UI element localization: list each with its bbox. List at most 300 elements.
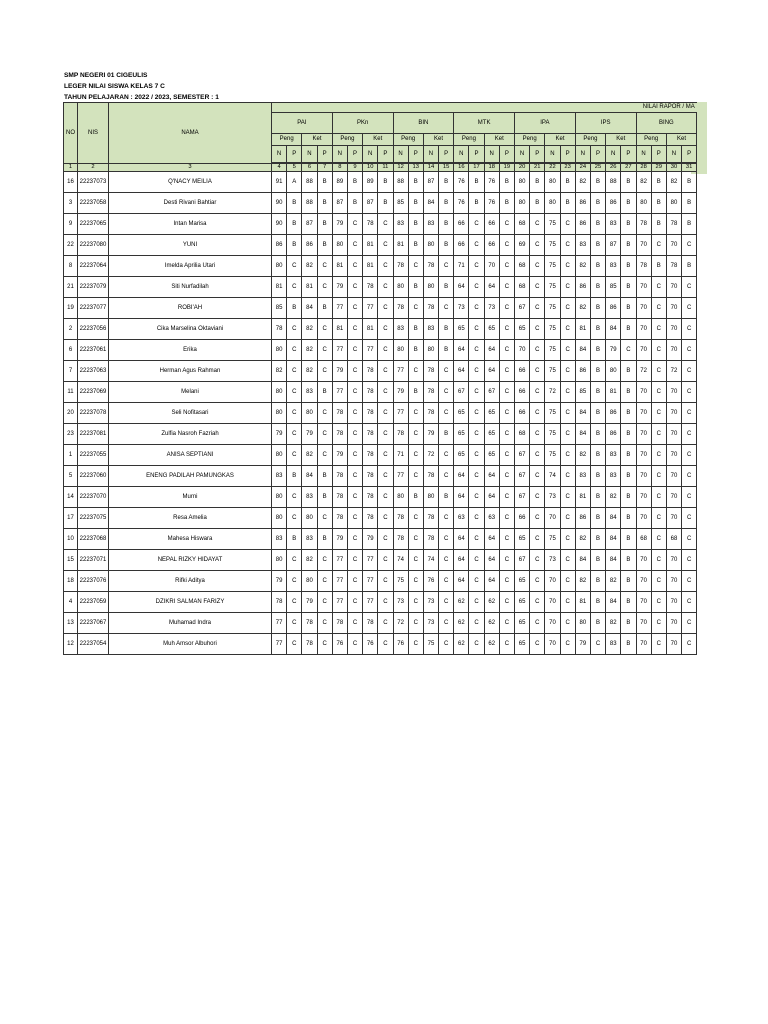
- cell-grade: B: [469, 193, 484, 214]
- sub-header-np: P: [317, 146, 332, 163]
- cell-grade: C: [439, 613, 454, 634]
- cell-grade: C: [682, 403, 697, 424]
- sub-header-np: P: [621, 146, 636, 163]
- cell-grade: 77: [332, 382, 347, 403]
- cell-grade: C: [469, 466, 484, 487]
- cell-grade: B: [499, 193, 514, 214]
- cell-grade: C: [287, 571, 302, 592]
- cell-grade: 80: [606, 361, 621, 382]
- cell-grade: B: [651, 172, 666, 193]
- sub-header-np: P: [378, 146, 393, 163]
- cell-grade: C: [317, 256, 332, 277]
- cell-grade: 78: [272, 319, 287, 340]
- cell-grade: B: [499, 172, 514, 193]
- cell-grade: C: [560, 529, 575, 550]
- cell-grade: 78: [393, 529, 408, 550]
- cell-grade: C: [530, 529, 545, 550]
- cell-nama: NEPAL RIZKY HIDAYAT: [109, 550, 272, 571]
- cell-grade: 78: [332, 487, 347, 508]
- cell-grade: C: [560, 571, 575, 592]
- sub-header-np: N: [484, 146, 499, 163]
- cell-grade: B: [621, 445, 636, 466]
- cell-grade: 82: [302, 256, 317, 277]
- cell-grade: C: [378, 529, 393, 550]
- cell-grade: 70: [636, 424, 651, 445]
- cell-grade: C: [651, 403, 666, 424]
- cell-grade: 78: [393, 298, 408, 319]
- cell-grade: 87: [363, 193, 378, 214]
- cell-grade: 65: [484, 424, 499, 445]
- cell-grade: 91: [272, 172, 287, 193]
- cell-grade: B: [317, 487, 332, 508]
- cell-grade: C: [560, 550, 575, 571]
- cell-grade: 78: [363, 466, 378, 487]
- cell-grade: C: [682, 634, 697, 655]
- cell-grade: C: [439, 256, 454, 277]
- column-index: 25: [590, 164, 605, 172]
- cell-grade: 64: [454, 361, 469, 382]
- cell-grade: 65: [484, 319, 499, 340]
- cell-grade: 70: [636, 487, 651, 508]
- table-row: [64, 445, 697, 466]
- cell-grade: B: [621, 550, 636, 571]
- cell-grade: C: [347, 487, 362, 508]
- cell-nama: ENENG PADILAH PAMUNGKAS: [109, 466, 272, 487]
- cell-grade: C: [317, 361, 332, 382]
- cell-grade: B: [590, 340, 605, 361]
- cell-grade: C: [439, 466, 454, 487]
- cell-nama: Intan Marisa: [109, 214, 272, 235]
- cell-grade: B: [378, 172, 393, 193]
- cell-grade: C: [682, 466, 697, 487]
- cell-nama: YUNI: [109, 235, 272, 256]
- cell-grade: C: [530, 445, 545, 466]
- cell-grade: 88: [606, 172, 621, 193]
- sub-header-peng: Peng: [332, 134, 362, 146]
- cell-grade: 84: [302, 466, 317, 487]
- cell-grade: 70: [666, 277, 681, 298]
- cell-grade: B: [621, 487, 636, 508]
- cell-grade: 86: [606, 403, 621, 424]
- cell-grade: C: [347, 256, 362, 277]
- cell-no: 16: [64, 172, 78, 193]
- leger-title: LEGER NILAI SISWA KELAS 7 C: [64, 83, 165, 90]
- cell-grade: C: [317, 277, 332, 298]
- cell-grade: C: [499, 424, 514, 445]
- cell-no: 6: [64, 340, 78, 361]
- cell-grade: B: [590, 592, 605, 613]
- cell-grade: B: [590, 193, 605, 214]
- cell-grade: 62: [454, 613, 469, 634]
- cell-grade: 78: [363, 277, 378, 298]
- column-index: 26: [606, 164, 621, 172]
- cell-grade: 80: [393, 277, 408, 298]
- sub-header-peng: Peng: [272, 134, 302, 146]
- cell-grade: 83: [393, 214, 408, 235]
- cell-grade: C: [287, 277, 302, 298]
- cell-grade: B: [408, 235, 423, 256]
- table-row: [64, 592, 697, 613]
- cell-grade: 84: [575, 424, 590, 445]
- cell-nama: Desti Rivani Bahtiar: [109, 193, 272, 214]
- cell-grade: 72: [666, 361, 681, 382]
- cell-grade: 78: [423, 382, 438, 403]
- sub-header-np: N: [272, 146, 287, 163]
- cell-grade: 70: [484, 256, 499, 277]
- cell-grade: C: [651, 361, 666, 382]
- table-row: [64, 529, 697, 550]
- cell-grade: 65: [515, 529, 530, 550]
- cell-nis: 22237061: [78, 340, 109, 361]
- sub-header-ket: Ket: [606, 134, 636, 146]
- cell-grade: 70: [636, 634, 651, 655]
- cell-grade: C: [347, 613, 362, 634]
- cell-grade: 78: [636, 256, 651, 277]
- cell-grade: C: [347, 382, 362, 403]
- sub-header-np: N: [636, 146, 651, 163]
- cell-grade: C: [347, 529, 362, 550]
- cell-grade: C: [560, 466, 575, 487]
- table-row: [64, 319, 697, 340]
- cell-grade: C: [317, 592, 332, 613]
- cell-grade: C: [560, 592, 575, 613]
- column-index: 18: [484, 164, 499, 172]
- cell-grade: C: [408, 424, 423, 445]
- cell-grade: C: [530, 319, 545, 340]
- cell-grade: 70: [636, 340, 651, 361]
- cell-nis: 22237056: [78, 319, 109, 340]
- cell-grade: C: [499, 592, 514, 613]
- cell-grade: 82: [666, 172, 681, 193]
- cell-grade: C: [347, 445, 362, 466]
- cell-grade: 79: [332, 361, 347, 382]
- cell-grade: 86: [575, 277, 590, 298]
- cell-grade: 86: [575, 508, 590, 529]
- cell-grade: 86: [575, 214, 590, 235]
- cell-grade: C: [287, 319, 302, 340]
- cell-grade: C: [530, 592, 545, 613]
- cell-grade: C: [347, 508, 362, 529]
- sub-header-np: P: [560, 146, 575, 163]
- cell-grade: 64: [454, 487, 469, 508]
- sub-header-np: P: [347, 146, 362, 163]
- cell-grade: 75: [545, 214, 560, 235]
- cell-grade: 83: [272, 529, 287, 550]
- cell-grade: C: [378, 361, 393, 382]
- cell-grade: 82: [575, 445, 590, 466]
- cell-grade: 67: [515, 550, 530, 571]
- cell-grade: C: [651, 634, 666, 655]
- cell-grade: 70: [666, 508, 681, 529]
- cell-grade: 64: [454, 529, 469, 550]
- cell-grade: C: [530, 361, 545, 382]
- cell-grade: 82: [606, 571, 621, 592]
- cell-grade: C: [499, 508, 514, 529]
- sub-header-np: N: [423, 146, 438, 163]
- cell-grade: 80: [302, 403, 317, 424]
- cell-grade: B: [621, 298, 636, 319]
- cell-grade: 78: [666, 256, 681, 277]
- cell-grade: C: [439, 571, 454, 592]
- cell-grade: B: [621, 172, 636, 193]
- cell-nis: 22237075: [78, 508, 109, 529]
- cell-grade: 73: [545, 550, 560, 571]
- cell-grade: B: [590, 571, 605, 592]
- cell-grade: C: [469, 256, 484, 277]
- cell-grade: 77: [393, 403, 408, 424]
- column-index: 8: [332, 164, 347, 172]
- band-label-nilai-rapor: NILAI RAPOR / MA: [272, 103, 697, 113]
- col-header-nama: NAMA: [109, 103, 272, 164]
- cell-grade: C: [530, 277, 545, 298]
- cell-grade: C: [317, 403, 332, 424]
- cell-grade: C: [682, 235, 697, 256]
- cell-grade: C: [682, 613, 697, 634]
- cell-grade: C: [560, 445, 575, 466]
- table-row: [64, 382, 697, 403]
- cell-grade: B: [621, 634, 636, 655]
- cell-nis: 22237070: [78, 487, 109, 508]
- table-row: [64, 466, 697, 487]
- cell-grade: C: [682, 529, 697, 550]
- cell-nis: 22237080: [78, 235, 109, 256]
- cell-grade: 66: [454, 235, 469, 256]
- cell-nis: 22237071: [78, 550, 109, 571]
- cell-grade: C: [560, 256, 575, 277]
- cell-grade: C: [317, 634, 332, 655]
- cell-no: 4: [64, 592, 78, 613]
- cell-grade: B: [621, 613, 636, 634]
- cell-grade: C: [682, 277, 697, 298]
- cell-grade: C: [682, 508, 697, 529]
- cell-grade: 79: [272, 571, 287, 592]
- table-row: [64, 340, 697, 361]
- sub-header-np: N: [332, 146, 347, 163]
- cell-no: 8: [64, 256, 78, 277]
- sub-header-np: P: [530, 146, 545, 163]
- cell-grade: C: [439, 592, 454, 613]
- cell-grade: B: [590, 508, 605, 529]
- cell-grade: 77: [393, 361, 408, 382]
- cell-grade: 78: [363, 382, 378, 403]
- cell-grade: C: [469, 340, 484, 361]
- cell-grade: 78: [423, 508, 438, 529]
- cell-nama: Melani: [109, 382, 272, 403]
- cell-grade: 78: [363, 487, 378, 508]
- cell-grade: C: [408, 361, 423, 382]
- cell-grade: 65: [515, 571, 530, 592]
- cell-grade: 83: [302, 529, 317, 550]
- cell-no: 23: [64, 424, 78, 445]
- cell-grade: B: [439, 214, 454, 235]
- table-row: [64, 361, 697, 382]
- cell-grade: C: [530, 424, 545, 445]
- cell-grade: B: [378, 193, 393, 214]
- cell-grade: C: [347, 361, 362, 382]
- cell-grade: C: [560, 361, 575, 382]
- cell-grade: B: [287, 214, 302, 235]
- cell-grade: B: [560, 193, 575, 214]
- cell-grade: 64: [454, 466, 469, 487]
- cell-grade: C: [560, 403, 575, 424]
- cell-nis: 22237059: [78, 592, 109, 613]
- cell-grade: 62: [454, 634, 469, 655]
- cell-grade: 64: [484, 340, 499, 361]
- cell-grade: C: [651, 592, 666, 613]
- column-index: 6: [302, 164, 317, 172]
- cell-grade: 67: [454, 382, 469, 403]
- cell-grade: 84: [575, 550, 590, 571]
- table-row: [64, 571, 697, 592]
- cell-grade: B: [621, 277, 636, 298]
- cell-grade: 78: [363, 214, 378, 235]
- cell-grade: 70: [666, 592, 681, 613]
- cell-grade: 84: [606, 592, 621, 613]
- cell-grade: 70: [636, 319, 651, 340]
- cell-grade: C: [651, 466, 666, 487]
- cell-grade: 78: [423, 403, 438, 424]
- cell-grade: B: [590, 466, 605, 487]
- cell-grade: C: [499, 277, 514, 298]
- cell-grade: B: [621, 193, 636, 214]
- cell-grade: C: [287, 403, 302, 424]
- cell-grade: C: [499, 613, 514, 634]
- cell-grade: C: [651, 424, 666, 445]
- column-index: 11: [378, 164, 393, 172]
- cell-grade: C: [499, 214, 514, 235]
- cell-grade: 85: [575, 382, 590, 403]
- cell-grade: B: [651, 256, 666, 277]
- cell-grade: B: [590, 214, 605, 235]
- cell-grade: 89: [332, 172, 347, 193]
- cell-grade: C: [469, 613, 484, 634]
- cell-grade: 78: [363, 424, 378, 445]
- cell-grade: 70: [666, 487, 681, 508]
- cell-grade: C: [560, 613, 575, 634]
- cell-grade: C: [499, 634, 514, 655]
- cell-grade: 78: [302, 613, 317, 634]
- cell-grade: 77: [332, 298, 347, 319]
- cell-grade: 84: [302, 298, 317, 319]
- cell-grade: 82: [636, 172, 651, 193]
- cell-grade: 89: [363, 172, 378, 193]
- cell-grade: 78: [636, 214, 651, 235]
- cell-grade: C: [682, 592, 697, 613]
- cell-grade: 86: [302, 235, 317, 256]
- cell-grade: B: [621, 319, 636, 340]
- cell-grade: B: [408, 487, 423, 508]
- cell-grade: B: [317, 466, 332, 487]
- sub-header-np: N: [545, 146, 560, 163]
- cell-grade: 79: [575, 634, 590, 655]
- cell-grade: 84: [575, 340, 590, 361]
- cell-grade: 77: [363, 571, 378, 592]
- cell-grade: 79: [606, 340, 621, 361]
- cell-grade: 88: [302, 172, 317, 193]
- cell-grade: 70: [636, 466, 651, 487]
- cell-grade: 83: [302, 487, 317, 508]
- cell-grade: 64: [484, 550, 499, 571]
- cell-grade: 65: [484, 403, 499, 424]
- cell-no: 9: [64, 214, 78, 235]
- cell-grade: 87: [423, 172, 438, 193]
- cell-grade: B: [287, 235, 302, 256]
- cell-grade: 64: [484, 487, 499, 508]
- cell-grade: 78: [423, 529, 438, 550]
- cell-nama: Resa Amelia: [109, 508, 272, 529]
- cell-grade: 81: [393, 235, 408, 256]
- cell-grade: B: [287, 298, 302, 319]
- cell-grade: C: [469, 214, 484, 235]
- cell-grade: B: [621, 508, 636, 529]
- cell-grade: B: [287, 466, 302, 487]
- cell-grade: 70: [666, 550, 681, 571]
- cell-grade: C: [469, 361, 484, 382]
- cell-grade: 77: [393, 466, 408, 487]
- cell-grade: C: [651, 571, 666, 592]
- cell-grade: 80: [545, 193, 560, 214]
- cell-grade: 80: [272, 340, 287, 361]
- cell-nama: Erika: [109, 340, 272, 361]
- cell-grade: B: [682, 256, 697, 277]
- cell-nama: Q'NACY MEILIA: [109, 172, 272, 193]
- cell-grade: B: [590, 172, 605, 193]
- cell-grade: B: [651, 214, 666, 235]
- cell-grade: B: [439, 424, 454, 445]
- cell-grade: C: [499, 571, 514, 592]
- cell-grade: 81: [332, 319, 347, 340]
- cell-grade: 70: [636, 571, 651, 592]
- sub-header-np: N: [393, 146, 408, 163]
- cell-grade: C: [530, 466, 545, 487]
- cell-grade: C: [378, 508, 393, 529]
- cell-grade: C: [378, 340, 393, 361]
- cell-grade: C: [347, 634, 362, 655]
- cell-grade: B: [439, 277, 454, 298]
- table-row: [64, 634, 697, 655]
- cell-grade: 84: [606, 319, 621, 340]
- cell-grade: 88: [393, 172, 408, 193]
- cell-grade: 65: [454, 319, 469, 340]
- cell-grade: B: [590, 403, 605, 424]
- cell-grade: 76: [484, 172, 499, 193]
- cell-grade: C: [530, 508, 545, 529]
- cell-grade: C: [560, 424, 575, 445]
- cell-nis: 22237077: [78, 298, 109, 319]
- cell-grade: B: [317, 382, 332, 403]
- cell-grade: 83: [423, 214, 438, 235]
- cell-grade: B: [317, 529, 332, 550]
- sub-header-np: N: [302, 146, 317, 163]
- cell-nis: 22237079: [78, 277, 109, 298]
- cell-grade: B: [590, 298, 605, 319]
- cell-grade: 79: [423, 424, 438, 445]
- cell-grade: 66: [484, 214, 499, 235]
- cell-grade: C: [469, 298, 484, 319]
- cell-grade: 78: [332, 403, 347, 424]
- cell-grade: B: [621, 466, 636, 487]
- cell-grade: C: [469, 487, 484, 508]
- cell-grade: C: [378, 382, 393, 403]
- cell-grade: 76: [454, 193, 469, 214]
- cell-grade: 80: [272, 487, 287, 508]
- cell-grade: 81: [363, 256, 378, 277]
- cell-nama: Mahesa Hiswara: [109, 529, 272, 550]
- cell-grade: C: [378, 298, 393, 319]
- cell-grade: B: [590, 319, 605, 340]
- cell-grade: 65: [454, 445, 469, 466]
- cell-grade: 81: [332, 256, 347, 277]
